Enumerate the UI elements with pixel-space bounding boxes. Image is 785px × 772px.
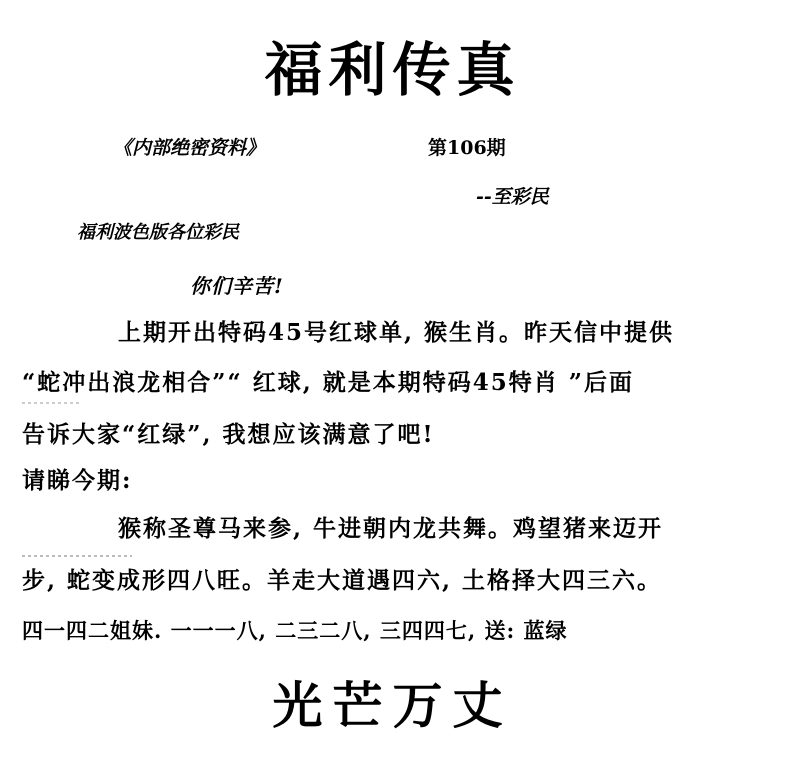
body-line: 四一四二姐妹. 一一一八, 二三二八, 三四四七, 送: 蓝绿 [22,618,568,643]
document-subtitle: 《内部绝密资料》 [113,137,266,159]
greeting-line: 你们辛苦! [190,274,284,298]
scan-artifact [22,402,82,404]
issue-number: 第106期 [428,137,506,159]
body-line: 步, 蛇变成形四八旺。羊走大道遇四六, 土格择大四三六。 [22,567,663,594]
body-line: 上期开出特码45号红球单, 猴生肖。昨天信中提供 [118,319,675,346]
scan-artifact [22,555,132,557]
closing-slogan: 光芒万丈 [272,676,513,735]
body-line: “蛇冲出浪龙相合”“ 红球, 就是本期特码45特肖 ”后面 [22,369,634,396]
body-line: 请睇今期: [22,467,133,494]
sender-line: --至彩民 [476,186,549,208]
document-title: 福利传真 [264,36,521,104]
recipient-line: 福利波色版各位彩民 [77,222,239,243]
body-line: 告诉大家“红绿”, 我想应该满意了吧! [22,421,435,448]
body-line: 猴称圣尊马来参, 牛进朝内龙共舞。鸡望猪来迈开 [118,515,664,542]
